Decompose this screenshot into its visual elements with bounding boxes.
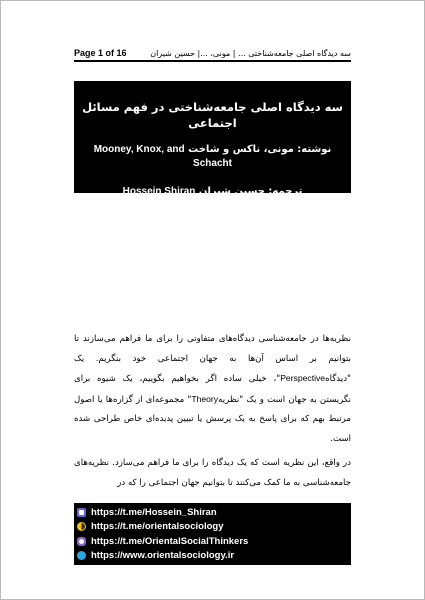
title-box <box>74 81 351 197</box>
paragraph-2: در واقع، این نظریه است که یک دیدگاه را برای ما فراهم می‌سازد. نظریه‌های جامعه‌شناسی به ما کمک می‌کنند تا بتوانیم جهان اجتماعی را که در <box>74 458 351 488</box>
link-telegram-orientalsociology[interactable]: https://t.me/orientalsociology <box>91 521 224 533</box>
link-telegram-hossein[interactable]: https://t.me/Hossein_Shiran <box>91 506 217 518</box>
link-row[interactable] <box>77 549 351 564</box>
square-app-icon <box>77 508 86 517</box>
paragraph-1-part-a: نظریه‌ها در جامعه‌شناسی دیدگاه‌های متفاوتی را برای ما فراهم می‌سازند تا بتوانیم بر اساس آن‌ها به جهان اجتماعی خود بنگریم. یک "دیدگاه <box>74 334 351 384</box>
link-website[interactable]: https://www.orientalsociology.ir <box>91 550 235 562</box>
globe-icon <box>77 551 86 560</box>
authors-en: Mooney, Knox, and Schacht <box>93 144 232 169</box>
page-number: Page 1 of 16 <box>74 48 127 58</box>
document-title: سه دیدگاه اصلی جامعه‌شناختی در فهم مسائل اجتماعی <box>82 100 343 130</box>
term-theory: Theory <box>191 393 219 404</box>
links-box <box>74 503 351 565</box>
link-row[interactable] <box>77 505 351 520</box>
authors-line <box>74 143 351 171</box>
translator-fa: ترجمه: حسین شیران <box>198 186 303 197</box>
half-circle-icon <box>77 522 86 531</box>
translator-line <box>74 185 351 199</box>
paragraph-1-part-b: "، خیلی ساده اگر بخواهیم بگوییم، یک شیوه برای نگریستن به جهان است و یک "نظریه <box>74 374 352 405</box>
translator-en: Hossein Shiran <box>122 186 196 197</box>
flower-icon <box>77 537 86 546</box>
paragraph-1-part-c: " مجموعه‌ای از گزاره‌ها یا اصول مرتبط بهم که برای پاسخ به یک پرسش یا تبیین پدیده‌ای خاص طراحی شده است. <box>74 394 351 444</box>
header-title: سه دیدگاه اصلی جامعه‌شناختی ... | مونی، ...| حسین شیران <box>150 49 351 58</box>
paragraph-1 <box>74 330 351 449</box>
page-header <box>74 48 351 62</box>
body-text <box>74 330 351 498</box>
link-telegram-socialthinkers[interactable]: https://t.me/OrientalSocialThinkers <box>91 535 249 547</box>
link-row[interactable] <box>77 520 351 535</box>
link-row[interactable] <box>77 534 351 549</box>
authors-fa: نوشته: مونی، ناکس و شاخت <box>188 144 332 155</box>
term-perspective: Perspective <box>280 373 326 383</box>
